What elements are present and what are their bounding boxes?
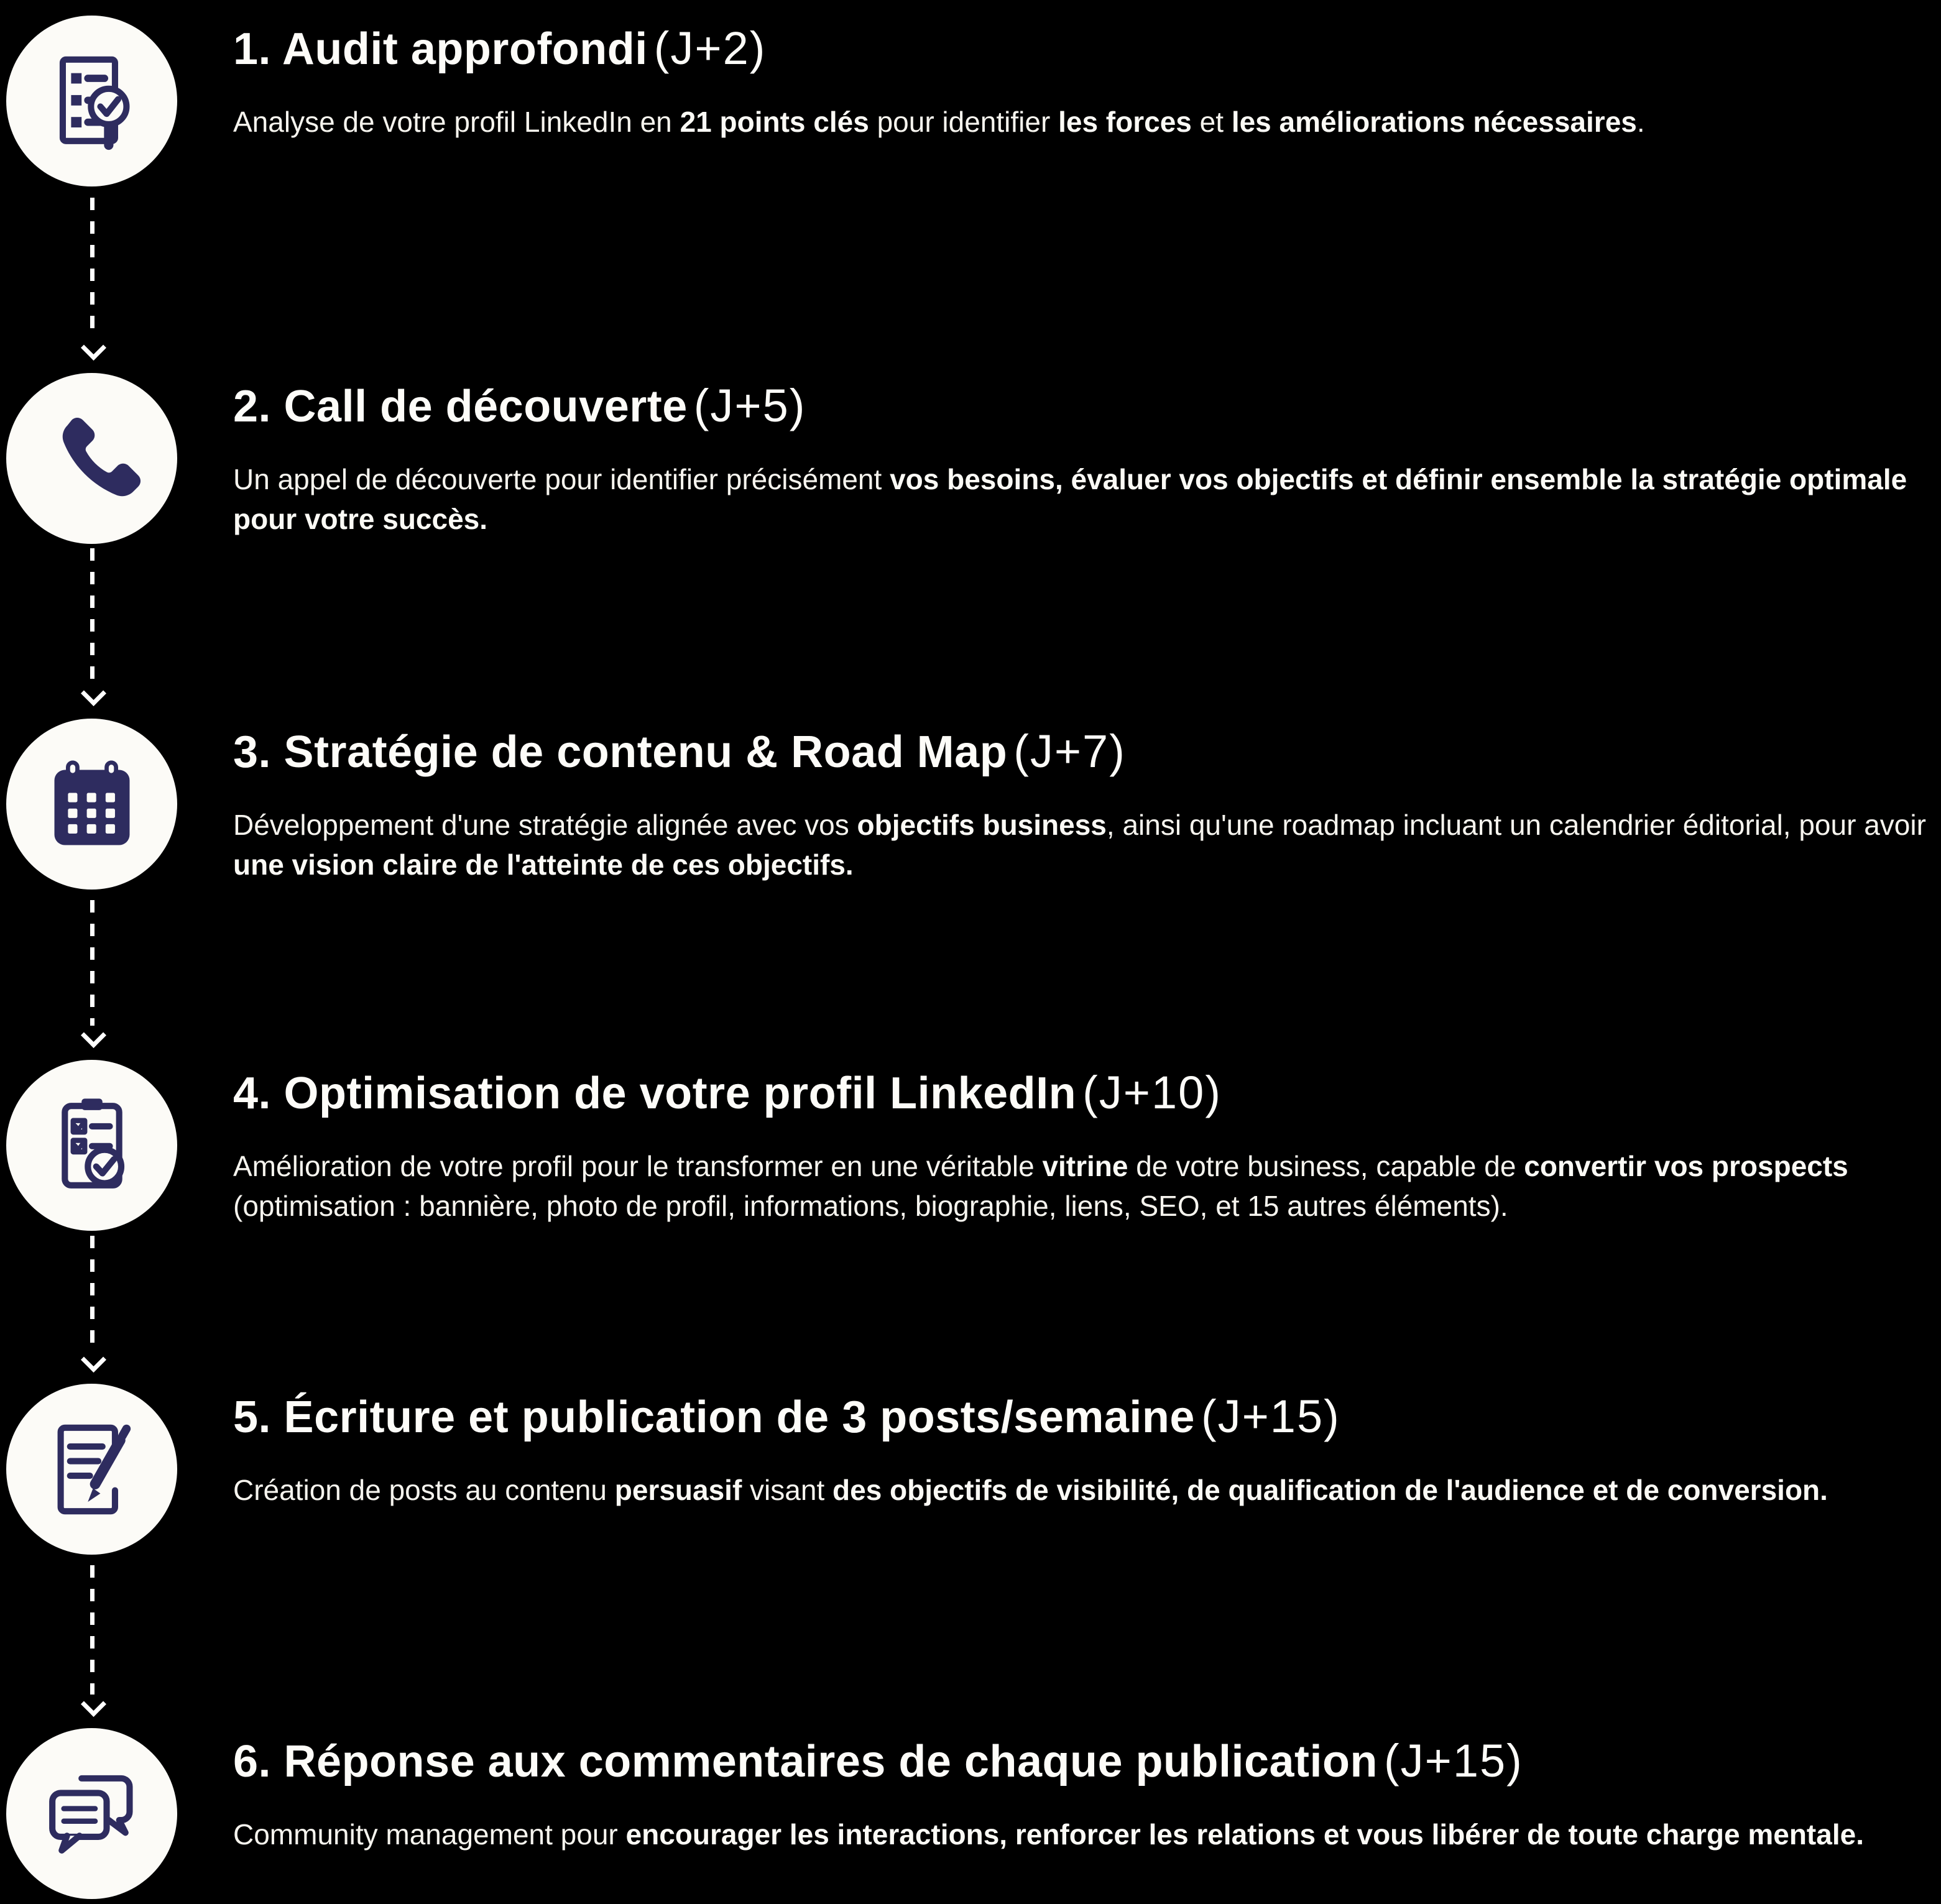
arrow-down-icon — [81, 1691, 106, 1717]
step-6 — [6, 1728, 1934, 1899]
step-5-title-text: 5. Écriture et publication de 3 posts/semaine — [233, 1392, 1195, 1442]
dashed-line — [90, 548, 95, 684]
step-4-description: Amélioration de votre profil pour le transformer en une véritable vitrine de votre business, capable de convertir vos prospects (optimisation : bannière, photo de profil, informations, biographie, liens, SEO, et 15 autres éléments). — [233, 1150, 1848, 1222]
step-6-title — [233, 1733, 1864, 1790]
arrow-down-icon — [81, 1347, 106, 1373]
arrow-down-icon — [81, 681, 106, 706]
step-3-deadline-tag: (J+7) — [1013, 725, 1126, 777]
dashed-line — [90, 900, 95, 1026]
step-2-description: Un appel de découverte pour identifier précisément vos besoins, évaluer vos objectifs et définir ensemble la stratégie optimale pour votre succès. — [233, 463, 1907, 535]
step-6-description: Community management pour encourager les interactions, renforcer les relations et vous libérer de toute charge mentale. — [233, 1818, 1864, 1851]
calendar-icon — [40, 752, 144, 857]
step-2 — [6, 373, 1934, 544]
step-3-icon-badge — [6, 719, 177, 890]
step-3-title-text: 3. Stratégie de contenu & Road Map — [233, 727, 1008, 777]
step-4-title-text: 4. Optimisation de votre profil LinkedIn — [233, 1069, 1077, 1118]
step-3-title — [233, 724, 1930, 780]
step-5-deadline-tag: (J+15) — [1201, 1391, 1340, 1442]
step-1-deadline-tag: (J+2) — [653, 22, 767, 74]
step-4-icon-badge — [6, 1060, 177, 1231]
dashed-line — [90, 1565, 95, 1695]
step-4 — [6, 1060, 1934, 1231]
clipboard-check-icon — [40, 1093, 144, 1198]
connector-arrow-2 — [83, 548, 101, 706]
dashed-line — [90, 198, 95, 338]
connector-arrow-3 — [83, 900, 101, 1048]
arrow-down-icon — [81, 335, 106, 361]
step-2-title — [233, 378, 1930, 435]
checklist-magnifier-icon — [40, 49, 144, 154]
step-5-description: Création de posts au contenu persuasif visant des objectifs de visibilité, de qualification de l'audience et de conversion. — [233, 1474, 1828, 1506]
step-4-title — [233, 1065, 1930, 1121]
chat-bubbles-icon — [40, 1762, 144, 1866]
connector-arrow-1 — [83, 198, 101, 361]
step-1 — [6, 16, 1934, 186]
step-1-description: Analyse de votre profil LinkedIn en 21 points clés pour identifier les forces et les améliorations nécessaires. — [233, 106, 1645, 138]
dashed-line — [90, 1236, 95, 1350]
step-2-title-text: 2. Call de découverte — [233, 382, 688, 431]
step-5-icon-badge — [6, 1384, 177, 1555]
connector-arrow-4 — [83, 1236, 101, 1373]
step-2-deadline-tag: (J+5) — [693, 380, 806, 431]
step-5 — [6, 1384, 1934, 1555]
phone-icon — [40, 407, 144, 511]
step-2-icon-badge — [6, 373, 177, 544]
step-1-icon-badge — [6, 16, 177, 186]
connector-arrow-5 — [83, 1565, 101, 1717]
step-6-deadline-tag: (J+15) — [1384, 1735, 1523, 1787]
step-6-icon-badge — [6, 1728, 177, 1899]
step-1-title — [233, 21, 1645, 77]
arrow-down-icon — [81, 1023, 106, 1048]
step-4-deadline-tag: (J+10) — [1082, 1067, 1222, 1118]
document-pen-icon — [40, 1417, 144, 1522]
step-6-title-text: 6. Réponse aux commentaires de chaque publication — [233, 1737, 1378, 1787]
step-3-description: Développement d'une stratégie alignée avec vos objectifs business, ainsi qu'une roadmap incluant un calendrier éditorial, pour avoir une vision claire de l'atteinte de ces objectifs. — [233, 809, 1926, 881]
step-5-title — [233, 1389, 1828, 1445]
step-1-title-text: 1. Audit approfondi — [233, 24, 648, 74]
step-3 — [6, 719, 1934, 890]
